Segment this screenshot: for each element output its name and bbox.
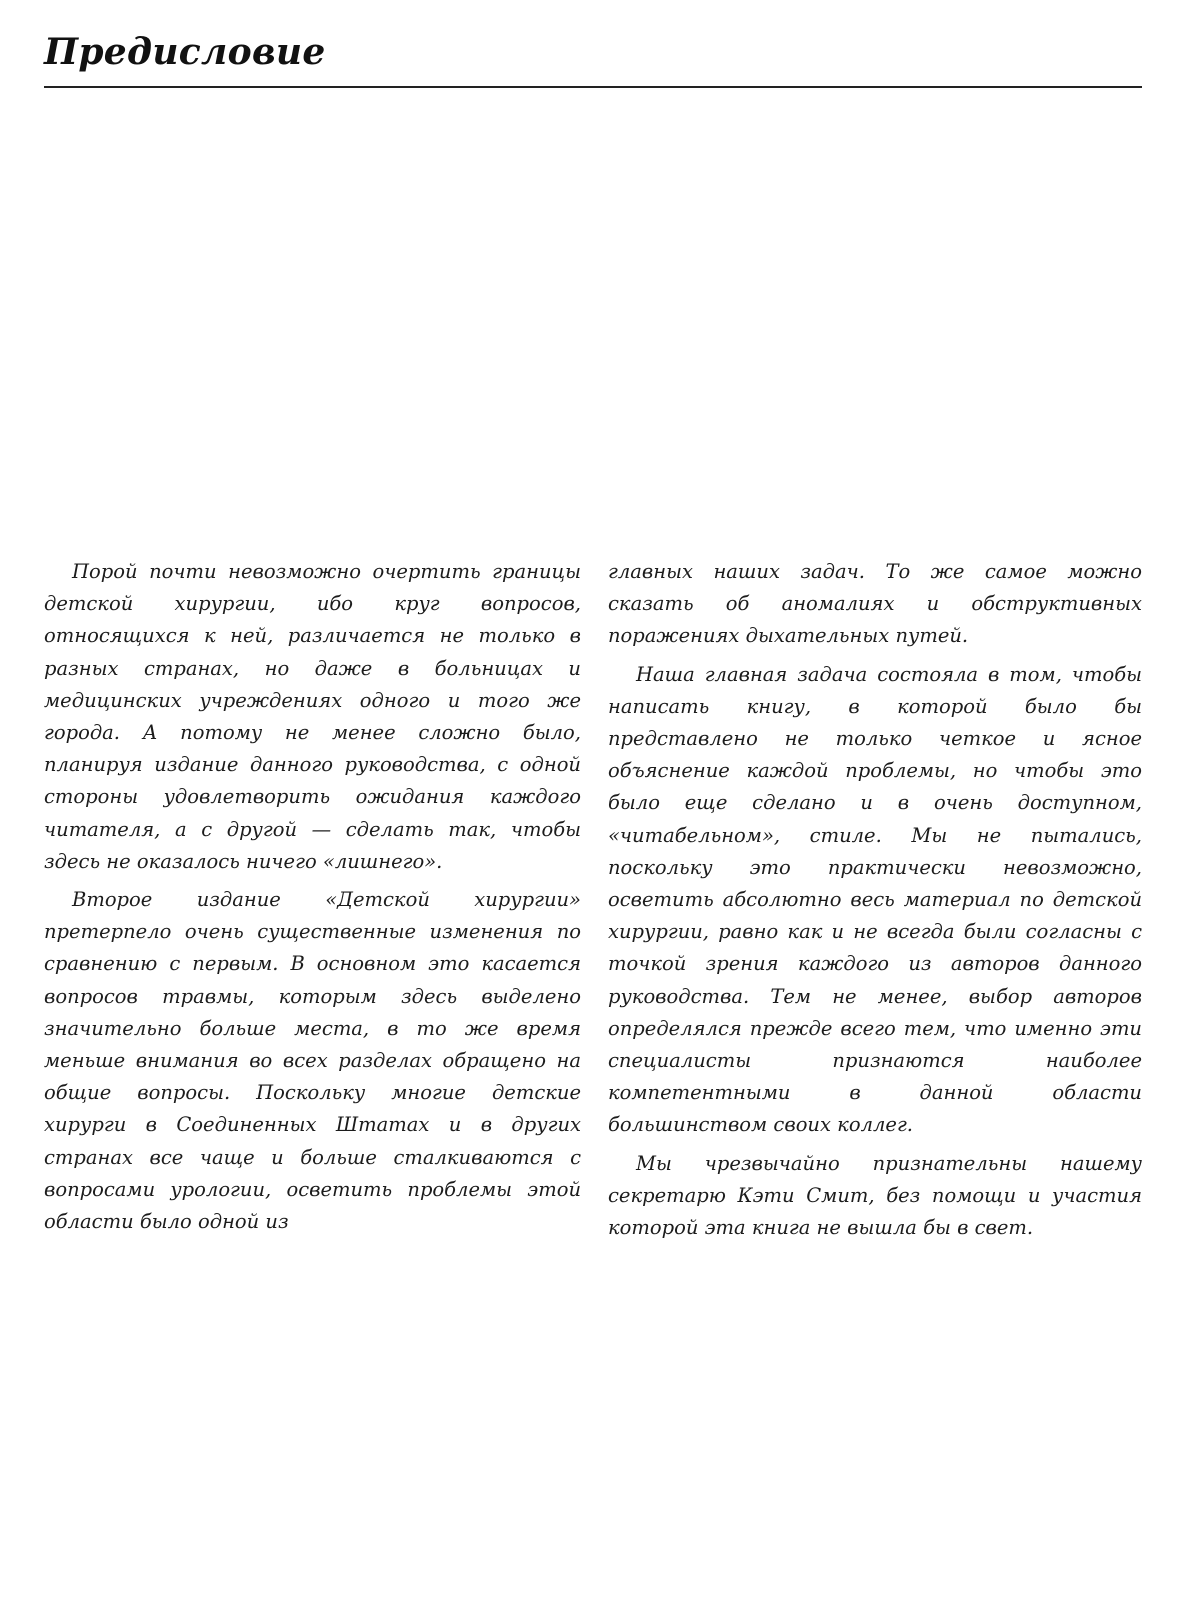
paragraph: Наша главная задача состояла в том, чтобы написать книгу, в которой было бы представлено не только четкое и ясное объяснение каждой проблемы, но чтобы это было еще сделано и в очень доступном, «читабельном», стиле. Мы не пытались, поскольку это практически невозможно, осветить абсолютно весь материал по детской хирургии, равно как и не всегда были согласны с точкой зрения каждого из авторов данного руководства. Тем не менее, выбор авторов определялся прежде всего тем, что именно эти специалисты признаются наиболее компетентными в данной области большинством своих коллег. bbox=[608, 662, 1142, 1137]
page-title: Предисловие bbox=[44, 31, 326, 73]
text-column-right bbox=[608, 556, 1142, 1250]
paragraph: Порой почти невозможно очертить границы детской хирургии, ибо круг вопросов, относящихся к ней, различается не только в разных странах, но даже в больницах и медицинских учреждениях одного и того же города. А потому не менее сложно было, планируя издание данного руководства, с одной стороны удовлетворить ожидания каждого читателя, а с другой — сделать так, чтобы здесь не оказалось ничего «лишнего». bbox=[44, 560, 581, 873]
paragraph-continued: главных наших задач. То же самое можно сказать об аномалиях и обструктивных поражениях дыхательных путей. bbox=[608, 560, 1142, 648]
title-divider bbox=[44, 86, 1142, 88]
text-column-left bbox=[44, 556, 581, 1244]
paragraph: Второе издание «Детской хирургии» претерпело очень существенные изменения по сравнению с первым. В основном это касается вопросов травмы, которым здесь выделено значительно больше места, в то же время меньше внимания во всех разделах обращено на общие вопросы. Поскольку многие детские хирурги в Соединенных Штатах и в других странах все чаще и больше сталкиваются с вопросами урологии, осветить проблемы этой области было одной из bbox=[44, 888, 581, 1234]
paragraph: Мы чрезвычайно признательны нашему секретарю Кэти Смит, без помощи и участия которой эта книга не вышла бы в свет. bbox=[608, 1151, 1142, 1240]
